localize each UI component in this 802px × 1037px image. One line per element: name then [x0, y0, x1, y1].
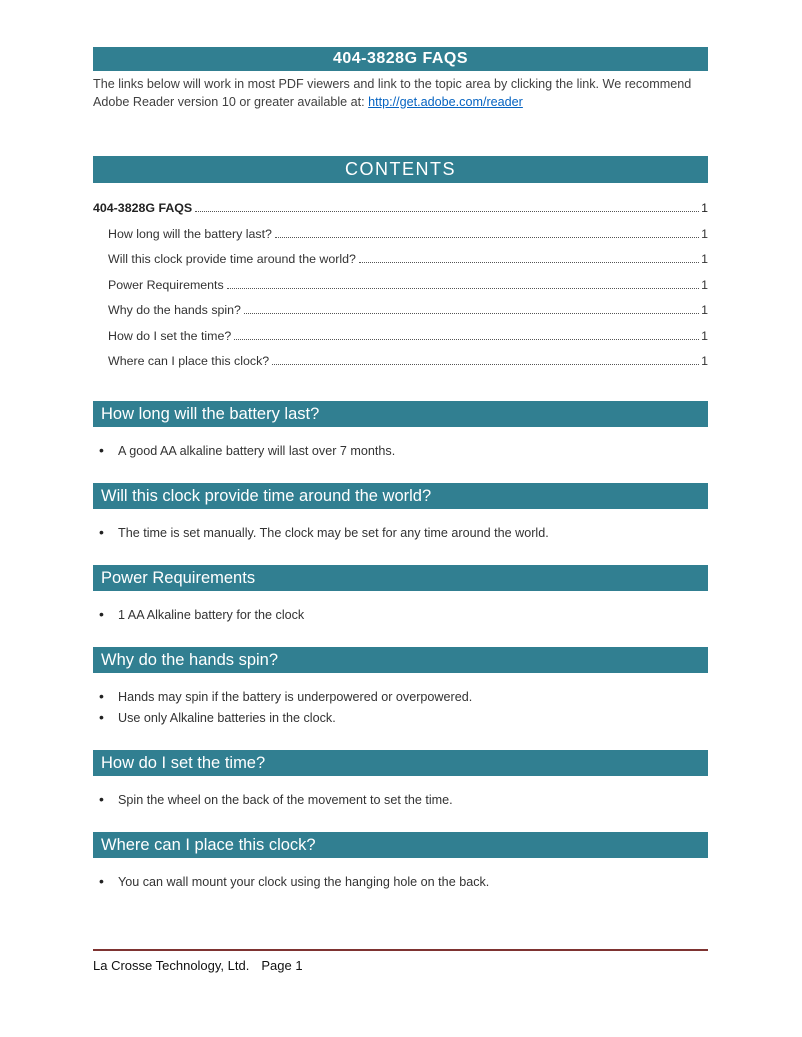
dot-leader: [195, 211, 699, 212]
faq-section-hands-spin: [93, 647, 708, 726]
dot-leader: [272, 364, 699, 365]
toc-entry-page: 1: [701, 277, 708, 292]
dot-leader: [275, 237, 699, 238]
dot-leader: [227, 288, 699, 289]
bullet-list: [93, 875, 708, 890]
faq-section-set-time: [93, 750, 708, 808]
bullet-list: [93, 526, 708, 541]
faq-section-battery-life: [93, 401, 708, 459]
toc-entry[interactable]: [93, 227, 708, 241]
page-footer: [93, 949, 708, 973]
toc-entry-page: 1: [701, 303, 708, 317]
toc-entry-page: 1: [701, 226, 708, 241]
dot-leader: [234, 339, 699, 340]
dot-leader: [244, 313, 699, 314]
bullet-item: • You can wall mount your clock using the hanging hole on the back.: [93, 875, 708, 890]
toc-entry-page: 1: [701, 328, 708, 343]
bullet-item: • Spin the wheel on the back of the movement to set the time.: [93, 793, 708, 808]
intro-paragraph: [93, 76, 708, 111]
toc-entry-label: How do I set the time?: [108, 328, 232, 343]
toc-entry-page: 1: [701, 252, 708, 266]
faq-sections: [93, 401, 708, 890]
footer-divider: [93, 949, 708, 951]
section-heading: How long will the battery last?: [93, 401, 708, 427]
adobe-reader-link[interactable]: http://get.adobe.com/reader: [368, 94, 523, 109]
section-heading: Will this clock provide time around the world?: [93, 483, 708, 509]
bullet-item: • Use only Alkaline batteries in the clock.: [93, 711, 708, 726]
toc-entry-label: Power Requirements: [108, 277, 224, 292]
faq-section-world-time: [93, 483, 708, 541]
section-heading: Power Requirements: [93, 565, 708, 591]
toc-entry-label: Where can I place this clock?: [108, 354, 270, 368]
table-of-contents: [93, 201, 708, 368]
faq-section-placement: [93, 832, 708, 890]
faq-section-power-requirements: [93, 565, 708, 623]
toc-entry-page: 1: [701, 354, 708, 368]
bullet-item: • A good AA alkaline battery will last over 7 months.: [93, 444, 708, 459]
dot-leader: [359, 262, 699, 263]
bullet-list: [93, 793, 708, 808]
toc-entry-label: 404-3828G FAQS: [93, 201, 193, 215]
bullet-list: [93, 444, 708, 459]
footer-company: La Crosse Technology, Ltd.: [93, 958, 250, 973]
bullet-item: • The time is set manually. The clock may be set for any time around the world.: [93, 526, 708, 541]
toc-entry[interactable]: [93, 278, 708, 292]
toc-entry-main[interactable]: [93, 201, 708, 215]
toc-entry-page: 1: [701, 201, 708, 215]
toc-entry-label: Why do the hands spin?: [108, 303, 241, 317]
contents-heading: CONTENTS: [93, 156, 708, 183]
intro-text: The links below will work in most PDF viewers and link to the topic area by clicking the link. We recommend Adobe Reader version 10 or greater available at:: [93, 77, 692, 109]
toc-entry[interactable]: [93, 303, 708, 317]
toc-entry[interactable]: [93, 329, 708, 343]
bullet-list: [93, 608, 708, 623]
section-heading: Where can I place this clock?: [93, 832, 708, 858]
section-heading: Why do the hands spin?: [93, 647, 708, 673]
footer-page-number: Page 1: [261, 958, 303, 973]
document-title-bar: 404-3828G FAQS: [93, 47, 708, 71]
toc-entry-label: How long will the battery last?: [108, 226, 272, 241]
bullet-item: • 1 AA Alkaline battery for the clock: [93, 608, 708, 623]
section-heading: How do I set the time?: [93, 750, 708, 776]
bullet-item: • Hands may spin if the battery is underpowered or overpowered.: [93, 690, 708, 705]
toc-entry[interactable]: [93, 354, 708, 368]
bullet-list: [93, 690, 708, 726]
toc-entry-label: Will this clock provide time around the world?: [108, 252, 356, 266]
toc-entry[interactable]: [93, 252, 708, 266]
